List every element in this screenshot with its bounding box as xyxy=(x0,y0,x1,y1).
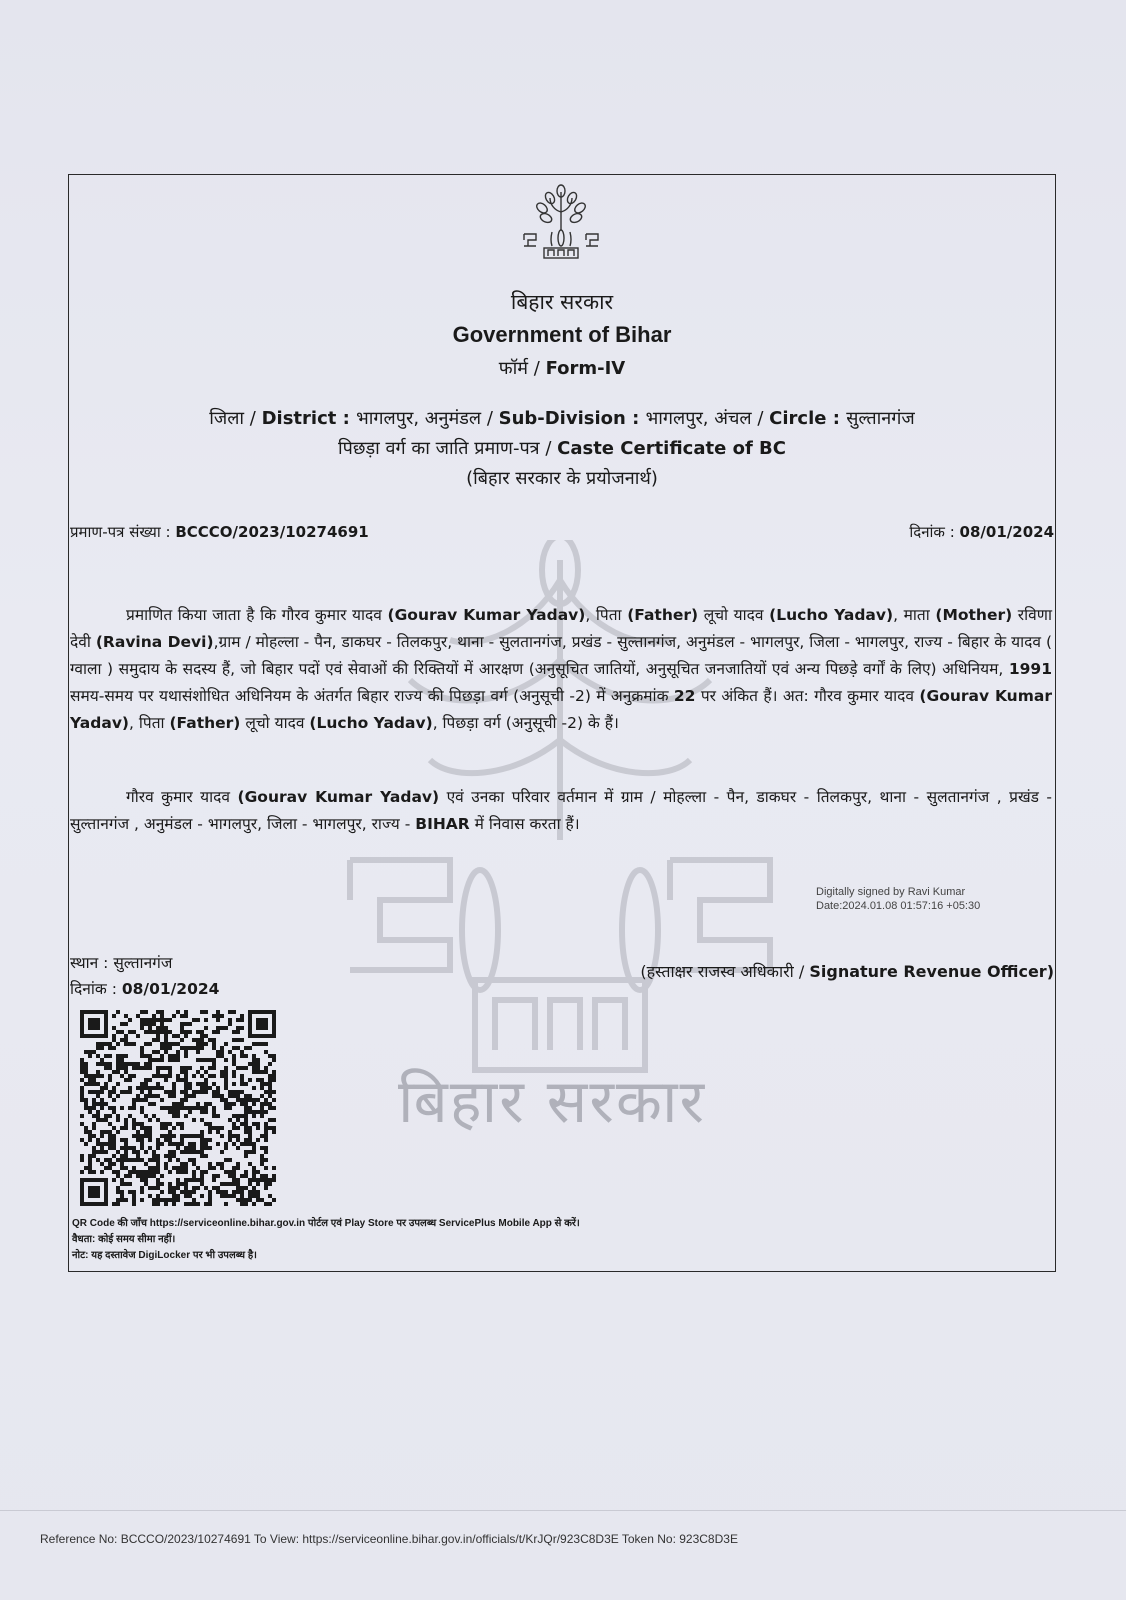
certificate-paragraph-2: गौरव कुमार यादव (Gourav Kumar Yadav) एवं उनका परिवार वर्तमान में ग्राम / मोहल्ला - पैन, डाकघर - तिलकपुर, थाना - सुलतानगंज , प्रखंड - सुल्तानगंज , अनुमंडल - भागलपुर, जिला - भागलपुर, राज्य - BIHAR में निवास करता हैं। xyxy=(70,788,1052,833)
district-line: जिला / District : भागलपुर, अनुमंडल / Sub-Division : भागलपुर, अंचल / Circle : सुल्तानगंज xyxy=(209,408,915,429)
govt-title-english: Government of Bihar xyxy=(452,322,672,347)
digilocker-note: नोट: यह दस्तावेज DigiLocker पर भी उपलब्ध है। xyxy=(72,1250,257,1261)
digital-signature: Digitally signed by Ravi Kumar Date:2024.01.08 01:57:16 +05:30 xyxy=(816,886,981,912)
footer-divider xyxy=(0,1510,1126,1511)
qr-code-icon[interactable] xyxy=(80,1010,276,1206)
signature-revenue-officer: (हस्ताक्षर राजस्व अधिकारी / Signature Revenue Officer) xyxy=(640,962,1054,981)
qr-verification-note: QR Code की जाँच https://serviceonline.bihar.gov.in पोर्टल एवं Play Store पर उपलब्ध ServicePlus Mobile App से करें। xyxy=(72,1218,580,1229)
validity-note: वैधता: कोई समय सीमा नहीं। xyxy=(72,1234,176,1245)
place-date-block: स्थान : सुल्तानगंज दिनांक : 08/01/2024 xyxy=(70,954,220,998)
certificate-date: दिनांक : 08/01/2024 xyxy=(909,523,1054,541)
watermark-text: बिहार सरकार xyxy=(398,1067,707,1137)
bihar-emblem-icon xyxy=(516,182,606,262)
certificate-paragraph-1: प्रमाणित किया जाता है कि गौरव कुमार यादव (Gourav Kumar Yadav), पिता (Father) लूचो यादव (Lucho Yadav), माता (Mother) रविणा देवी (Ravina Devi),ग्राम / मोहल्ला - पैन, डाकघर - तिलकपुर, थाना - सुलतानगंज, प्रखंड - सुल्तानगंज, अनुमंडल - भागलपुर, जिला - भागलपुर, राज्य - बिहार के यादव ( ग्वाला ) समुदाय के सदस्य हैं, जो बिहार पदों एवं सेवाओं की रिक्तियों में आरक्षण (अनुसूचित जातियों, अनुसूचित जनजातियों एवं अन्य पिछड़े वर्गों के लिए) अधिनियम, 1991 समय-समय पर यथासंशोधित अधिनियम के अंतर्गत बिहार राज्य की पिछड़ा वर्ग (अनुसूची -2) में अनुक्रमांक 22 पर अंकित हैं। अत: गौरव कुमार यादव (Gourav Kumar Yadav), पिता (Father) लूचो यादव (Lucho Yadav), पिछड़ा वर्ग (अनुसूची -2) के हैं। xyxy=(70,606,1052,732)
certificate-number: प्रमाण-पत्र संख्या : BCCCO/2023/10274691 xyxy=(70,523,369,541)
certificate-title: पिछड़ा वर्ग का जाति प्रमाण-पत्र / Caste Certificate of BC xyxy=(338,438,786,459)
purpose-line: (बिहार सरकार के प्रयोजनार्थ) xyxy=(466,468,658,489)
form-label: फॉर्म / Form-IV xyxy=(498,358,626,379)
reference-footer: Reference No: BCCCO/2023/10274691 To View: https://serviceonline.bihar.gov.in/officials/t/KrJQr/923C8D3E Token No: 923C8D3E xyxy=(40,1532,738,1546)
notes-block xyxy=(72,1216,580,1264)
govt-title-hindi: बिहार सरकार xyxy=(510,290,614,314)
